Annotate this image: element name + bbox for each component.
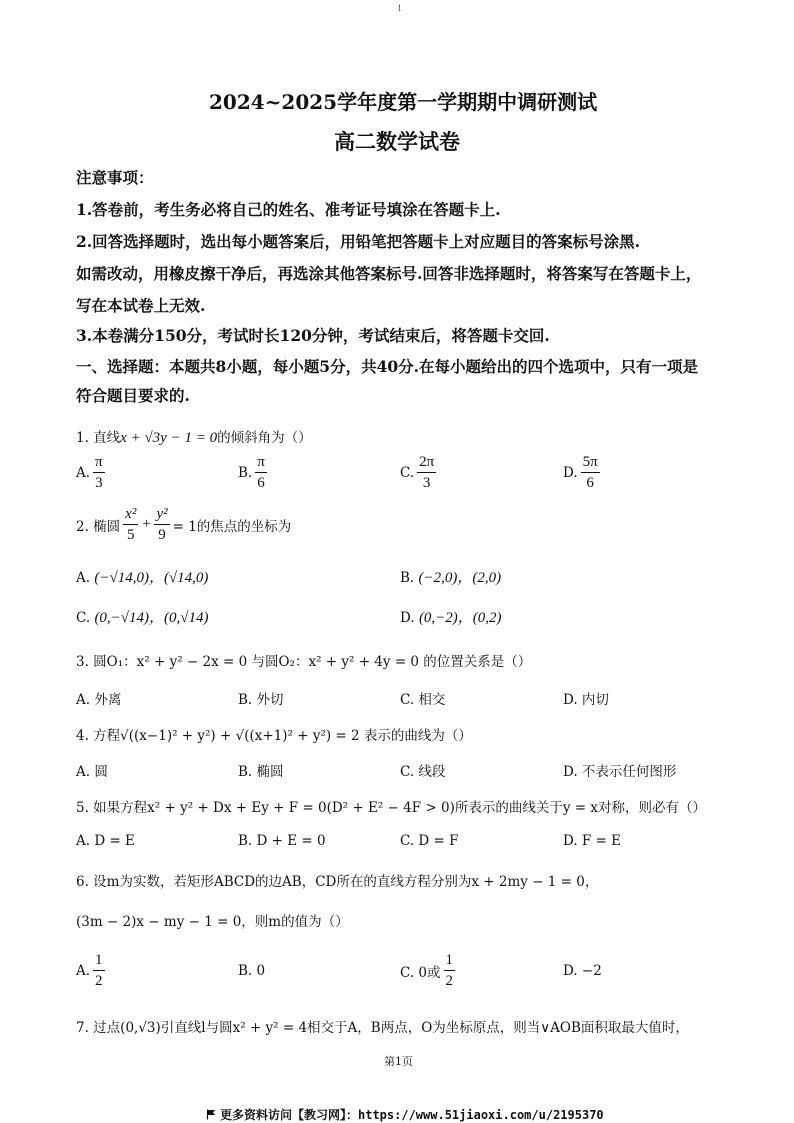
- page-number: 第1页: [384, 1055, 413, 1068]
- question-6: 6. 设m为实数，若矩形ABCD的边AB，CD所在的直线方程分别为x + 2my − 1 = 0，: [76, 874, 599, 890]
- option-letter: C. 0或: [400, 964, 441, 981]
- question-5-option-b[interactable]: B. D + E = 0: [238, 833, 326, 849]
- notice-2c: 写在本试卷上无效.: [76, 296, 206, 315]
- question-6-option-b[interactable]: B. 0: [238, 963, 266, 979]
- fraction: $\frac{1}{2}$: [445, 952, 454, 989]
- question-2-prefix: 2. 椭圆: [76, 518, 121, 535]
- fraction: $\frac{5\pi}{6}$: [582, 454, 598, 491]
- question-2-option-d[interactable]: [400, 606, 502, 627]
- question-3: 3. 圆O₁：x² + y² − 2x = 0 与圆O₂：x² + y² + 4y = 0 的位置关系是（）: [76, 654, 532, 670]
- option-value: (−2,0)，(2,0): [418, 570, 502, 586]
- header-mark: 1: [397, 4, 403, 13]
- question-1-suffix: 的倾斜角为（）: [217, 430, 312, 446]
- notice-heading: 注意事项：: [76, 168, 154, 187]
- question-5-option-d[interactable]: D. F = E: [563, 833, 622, 849]
- section-heading-cont: 符合题目要求的.: [76, 386, 190, 405]
- option-letter: A.: [76, 464, 91, 481]
- option-letter: A.: [76, 570, 91, 586]
- question-5-option-a[interactable]: A. D = E: [76, 833, 135, 849]
- bottom-banner[interactable]: [206, 1106, 604, 1123]
- fraction: $\frac{\text{x²}}{5}$: [125, 506, 137, 543]
- question-3-option-c[interactable]: C. 相交: [400, 692, 446, 708]
- question-4: 4. 方程√((x−1)² + y²) + √((x+1)² + y²) = 2 表示的曲线为（）: [76, 728, 472, 744]
- exam-title: 2024~2025学年度第一学期期中调研测试: [209, 90, 598, 114]
- option-letter: A.: [76, 962, 91, 979]
- fraction: $\frac{2\pi}{3}$: [419, 454, 435, 491]
- option-letter: B.: [400, 570, 415, 586]
- question-2: [76, 504, 291, 545]
- question-1-option-a[interactable]: [76, 452, 108, 493]
- notice-3: 3.本卷满分150分，考试时长120分钟，考试结束后，将答题卡交回.: [76, 326, 550, 345]
- notice-2: 2.回答选择题时，选出每小题答案后，用铅笔把答题卡上对应题目的答案标号涂黑.: [76, 232, 641, 251]
- question-5-option-c[interactable]: C. D = F: [400, 833, 459, 849]
- question-2-option-a[interactable]: [76, 566, 208, 587]
- option-letter: B.: [238, 464, 253, 481]
- question-4-option-a[interactable]: A. 圆: [76, 764, 108, 780]
- question-2-option-c[interactable]: [76, 606, 209, 627]
- question-6-option-a[interactable]: [76, 950, 108, 991]
- option-letter: D.: [400, 610, 415, 626]
- option-value: (0,−√14)，(0,√14): [94, 610, 209, 626]
- question-2-suffix: = 1的焦点的坐标为: [172, 518, 292, 535]
- question-3-option-a[interactable]: A. 外离: [76, 692, 122, 708]
- question-1-prefix: 1. 直线: [76, 430, 121, 446]
- question-3-option-d[interactable]: D. 内切: [563, 692, 609, 708]
- option-letter: D.: [563, 464, 578, 481]
- fraction: $\frac{\text{y²}}{9}$: [156, 506, 168, 543]
- fraction: $\frac{\pi}{3}$: [95, 454, 103, 491]
- option-value: (0,−2)，(0,2): [418, 610, 502, 626]
- paper-title: 高二数学试卷: [334, 129, 460, 154]
- question-1-option-d[interactable]: [563, 452, 603, 493]
- question-2-option-b[interactable]: [400, 566, 501, 587]
- option-letter: C.: [400, 464, 415, 481]
- question-7: 7. 过点(0,√3)引直线l与圆x² + y² = 4相交于A，B两点，O为坐标原点，则当∨AOB面积取最大值时，: [76, 1020, 689, 1036]
- bottom-link[interactable]: 更多资料访问【教习网】：https://www.51jiaoxi.com/u/2195370: [220, 1108, 604, 1122]
- question-6-option-d[interactable]: D. −2: [563, 963, 602, 979]
- question-6-cont: (3m − 2)x − my − 1 = 0，则m的值为（）: [76, 914, 349, 930]
- flag-icon: [206, 1109, 216, 1120]
- section-heading: 一、选择题：本题共8小题，每小题5分，共40分.在每小题给出的四个选项中，只有一项是: [76, 357, 699, 376]
- question-1-option-c[interactable]: [400, 452, 439, 493]
- fraction: $\frac{1}{2}$: [95, 952, 103, 989]
- question-1-option-b[interactable]: [238, 452, 270, 493]
- question-5: 5. 如果方程x² + y² + Dx + Ey + F = 0(D² + E² − 4F > 0)所表示的曲线关于y = x对称，则必有（）: [76, 800, 706, 816]
- question-1-equation: x + √3y − 1 = 0: [120, 430, 218, 446]
- question-4-option-b[interactable]: B. 椭圆: [238, 764, 284, 780]
- question-4-option-c[interactable]: C. 线段: [400, 764, 446, 780]
- notice-1: 1.答卷前，考生务必将自己的姓名、准考证号填涂在答题卡上.: [76, 200, 501, 219]
- question-4-option-d[interactable]: D. 不表示任何图形: [563, 764, 677, 780]
- question-1: [76, 426, 312, 447]
- fraction: $\frac{\pi}{6}$: [257, 454, 265, 491]
- option-value: (−√14,0)，(√14,0): [94, 570, 209, 586]
- question-3-option-b[interactable]: B. 外切: [238, 692, 284, 708]
- option-letter: C.: [76, 610, 91, 626]
- plus-sign: +: [141, 516, 152, 532]
- question-6-option-c[interactable]: [400, 950, 458, 991]
- notice-2b: 如需改动，用橡皮擦干净后，再选涂其他答案标号.回答非选择题时，将答案写在答题卡上，: [76, 264, 702, 283]
